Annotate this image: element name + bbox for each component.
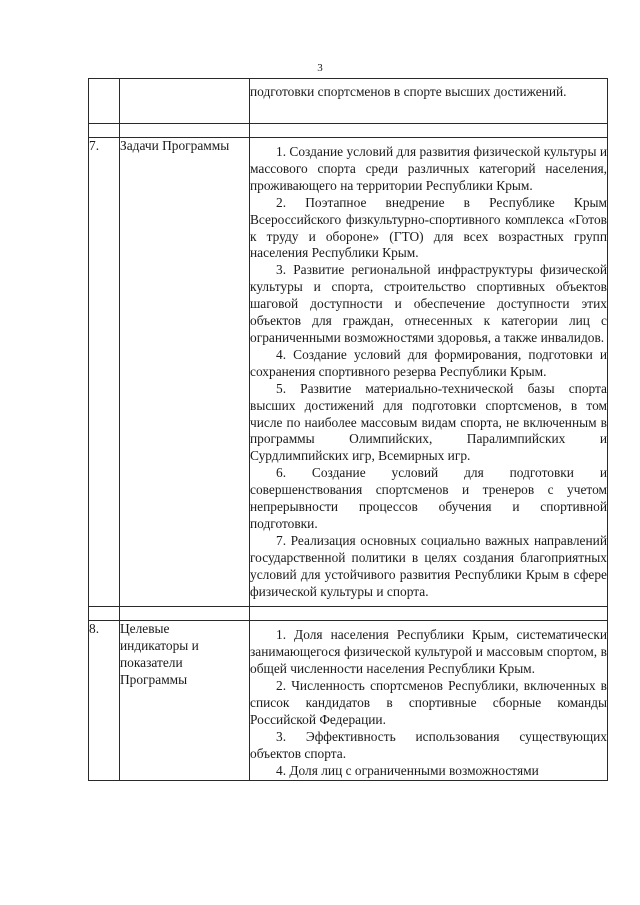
row-label-line: показатели	[120, 655, 183, 671]
program-table	[88, 78, 608, 781]
row-number: 7.	[89, 138, 120, 607]
row-number-cell	[89, 79, 120, 124]
row-label-line: Целевые	[120, 621, 170, 637]
row-content-cell	[250, 138, 608, 607]
paragraph: 3. Эффективность использования существующих объектов спорта.	[250, 728, 607, 761]
paragraph: 6. Создание условий для подготовки и совершенствования спортсменов и тренеров с учетом непрерывности процессов обучения и спортивной подготовки.	[250, 465, 607, 531]
row-label: Задачи Программы	[120, 138, 250, 607]
paragraph: 4. Доля лиц с ограниченными возможностями	[276, 762, 539, 778]
paragraph: 4. Создание условий для формирования, подготовки и сохранения спортивного резерва Республики Крым.	[250, 346, 607, 379]
paragraph: 5. Развитие материально-технической базы спорта высших достижений для подготовки спортсменов, в том числе по наиболее массовым видам спорта, не включенным в программы Олимпийских, Паралимпийских и Сурдлимпийских игр, Всемирных игр.	[250, 380, 607, 464]
row-label	[120, 621, 250, 780]
paragraph: 3. Развитие региональной инфраструктуры физической культуры и спорта, строительство спортивных объектов шаговой доступности и обеспечение доступности этих объектов для граждан, отнесенных к категории лиц с ограниченными возможностями здоровья, а также инвалидов.	[250, 262, 607, 345]
page-number: 3	[317, 62, 323, 74]
row-number: 8.	[89, 621, 120, 780]
row-label-cell	[120, 79, 250, 124]
table-row	[89, 79, 608, 124]
paragraph: подготовки спортсменов в спорте высших достижений.	[250, 84, 567, 99]
paragraph: 1. Создание условий для развития физической культуры и массового спорта среди различных категорий населения, проживающего на территории Республики Крым.	[250, 144, 607, 193]
paragraph: 2. Численность спортсменов Республики, включенных в список кандидатов в спортивные сборные команды Российской Федерации.	[250, 678, 607, 727]
row-content-cell	[250, 79, 608, 124]
table-row	[89, 621, 608, 780]
paragraph: 1. Доля населения Республики Крым, систематически занимающегося физической культурой и массовым спортом, в общей численности населения Республики Крым.	[250, 627, 607, 677]
paragraph: 2. Поэтапное внедрение в Республике Крым Всероссийского физкультурно-спортивного комплекса «Готов к труду и обороне» (ГТО) для всех возрастных групп населения Республики Крым.	[250, 194, 607, 261]
row-spacer	[89, 607, 608, 621]
row-spacer	[89, 124, 608, 138]
row-content-cell	[250, 621, 608, 780]
row-label-line: индикаторы и	[120, 638, 199, 654]
table-row	[89, 138, 608, 607]
paragraph: 7. Реализация основных социально важных направлений государственной политики в целях создания благоприятных условий для устойчивого развития Республики Крым в сфере физической культуры и спорта.	[250, 532, 607, 599]
row-label-line: Программы	[120, 672, 188, 688]
